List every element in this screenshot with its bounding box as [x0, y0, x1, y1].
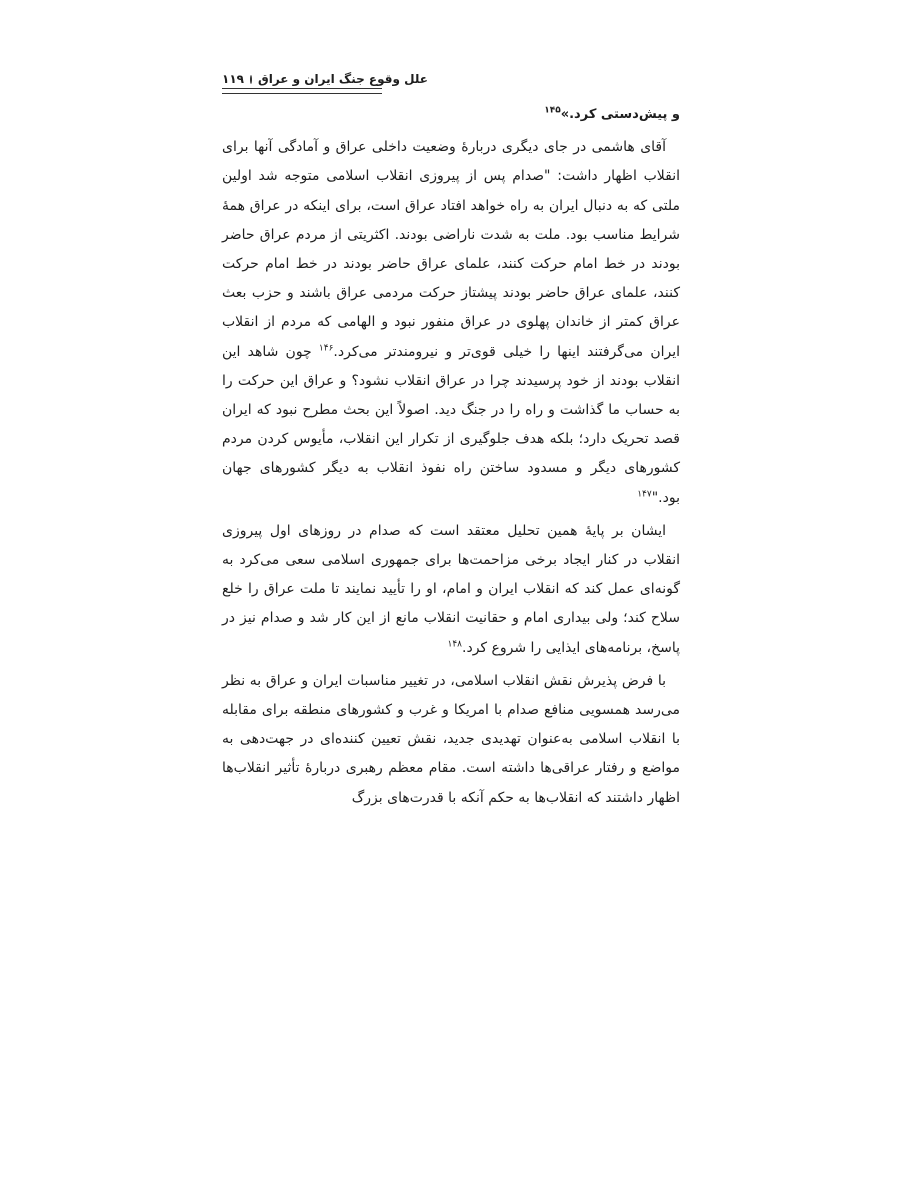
paragraph-2-text: ایشان بر پایهٔ همین تحلیل معتقد است که صدام در روزهای اول پیروزی انقلاب در کنار ایجاد برخی مزاحمت‌ها برای جمهوری اسلامی سعی می‌کرد به گونه‌ای عمل کند که انقلاب ایران و امام، او را تأیید نمایند تا ملت عراق را خلع سلاح کند؛ ولی بیداری امام و حقانیت انقلاب مانع از این کار شد و صدام نیز در پاسخ، برنامه‌های ایذایی را شروع کرد.	[222, 522, 680, 656]
header-title: علل وقوع جنگ ایران و عراق	[257, 72, 428, 86]
lead-text: و پیش‌دستی کرد.»	[560, 107, 680, 122]
lead-line	[222, 100, 680, 129]
header-rule	[222, 88, 382, 94]
paragraph-3-text: با فرض پذیرش نقش انقلاب اسلامی، در تغییر مناسبات ایران و عراق به نظر می‌رسد همسویی منافع صدام با امریکا و غرب و کشورهای منطقه برای مقابله با انقلاب اسلامی به‌عنوان تهدیدی جدید، نقش تعیین کننده‌ای در جهت‌دهی به مواضع و رفتار عراقی‌ها داشته است. مقام معظم رهبری دربارهٔ تأثیر انقلاب‌ها اظهار داشتند که انقلاب‌ها به حکم آنکه با قدرت‌های بزرگ	[222, 672, 680, 806]
circle-ornament-icon	[250, 75, 252, 84]
body-text	[222, 100, 680, 813]
paragraph-1	[222, 133, 680, 513]
paragraph-1-text-cont: چون شاهد این انقلاب بودند از خود پرسیدند چرا در عراق انقلاب نشود؟ و عراق این حرکت را به حساب ما گذاشت و راه را در جنگ دید. اصولاً این بحث مطرح نبود که ایران قصد تحریک دارد؛ بلکه هدف جلوگیری از تکرار این انقلاب، مأیوس کردن مردم کشورهای دیگر و مسدود ساختن راه نفوذ انقلاب به دیگر کشورهای جهان بود."	[222, 343, 680, 506]
footnote-ref: ۱۴۸	[447, 639, 463, 649]
paragraph-3	[222, 667, 680, 813]
footnote-ref: ۱۴۶	[318, 342, 334, 353]
running-header	[222, 68, 428, 90]
paragraph-1-text: آقای هاشمی در جای دیگری دربارهٔ وضعیت داخلی عراق و آمادگی آنها برای انقلاب اظهار داشت: "صدام پس از پیروزی انقلاب اسلامی متوجه شد اولین ملتی که به دنبال ایران به راه خواهد افتاد عراق است، برای اینکه در عراق همهٔ شرایط مناسب بود. ملت به شدت ناراضی بودند. اکثریتی از مردم عراق حاضر بودند در خط امام حرکت کنند، علمای عراق حاضر بودند در خط امام حرکت کنند، علمای عراق حاضر بودند پیشتاز حرکت مردمی عراق باشند و حزب بعث عراق کمتر از خاندان پهلوی در عراق منفور نبود و الهامی که مردم از انقلاب ایران می‌گرفتند اینها را خیلی قوی‌تر و نیرومندتر می‌کرد.	[222, 139, 680, 360]
page-number: ۱۱۹	[222, 72, 244, 86]
footnote-ref: ۱۴۵	[544, 105, 561, 116]
footnote-ref: ۱۴۷	[637, 488, 652, 499]
paragraph-2	[222, 517, 680, 663]
